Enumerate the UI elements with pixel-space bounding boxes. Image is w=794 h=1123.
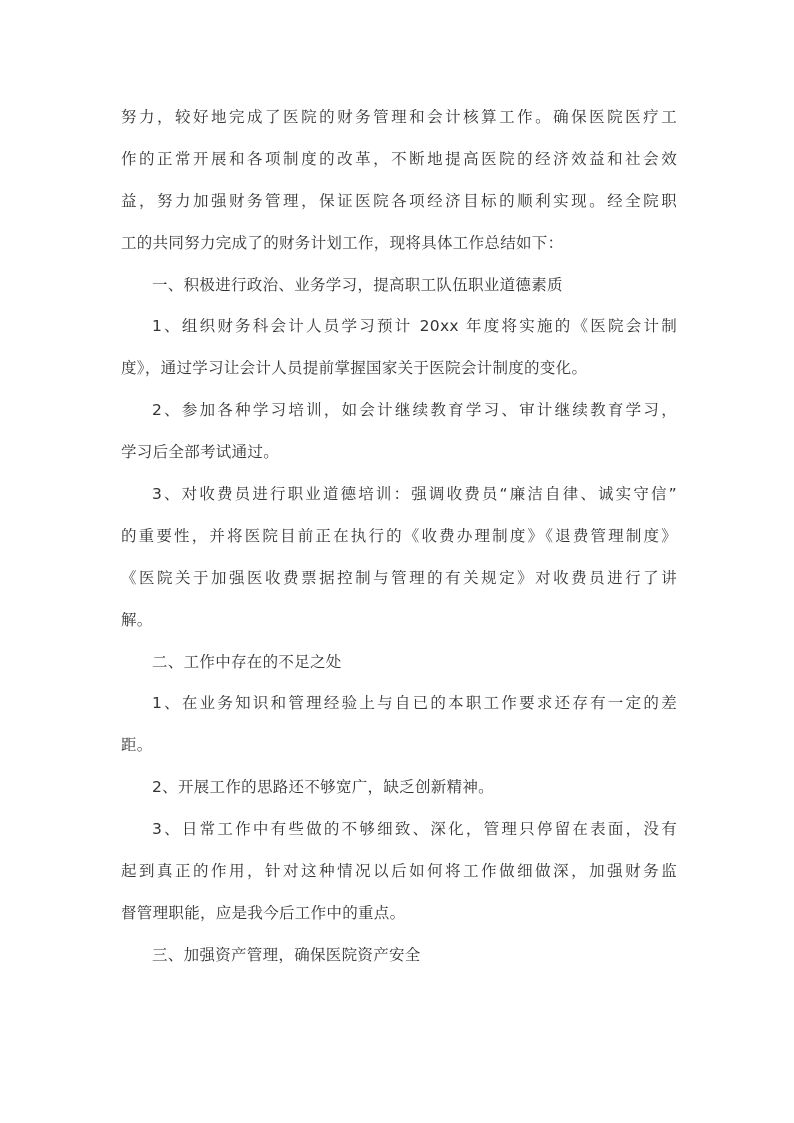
paragraph-line: 督管理职能，应是我今后工作中的重点。 bbox=[121, 903, 406, 922]
paragraph-line: 解。 bbox=[121, 610, 153, 629]
paragraph-line: 度》，通过学习让会计人员提前掌握国家关于医院会计制度的变化。 bbox=[121, 359, 588, 378]
paragraph-line: 的重要性，并将医院目前正在执行的《收费办理制度》《退费管理制度》 bbox=[121, 526, 677, 545]
paragraph-line: 2、开展工作的思路还不够宽广，缺乏创新精神。 bbox=[152, 778, 494, 797]
paragraph-line: 1、在业务知识和管理经验上与自已的本职工作要求还存有一定的差 bbox=[152, 694, 677, 713]
paragraph-line: 《医院关于加强医收费票据控制与管理的有关规定》对收费员进行了讲 bbox=[121, 568, 677, 587]
section-heading: 一、积极进行政治、业务学习，提高职工队伍职业道德素质 bbox=[152, 275, 563, 294]
paragraph-line: 益，努力加强财务管理，保证医院各项经济目标的顺利实现。经全院职 bbox=[121, 191, 677, 210]
section-heading: 三、加强资产管理，确保医院资产安全 bbox=[152, 945, 421, 964]
paragraph-line: 作的正常开展和各项制度的改革，不断地提高医院的经济效益和社会效 bbox=[121, 149, 677, 168]
document-body bbox=[121, 101, 677, 981]
section-heading: 二、工作中存在的不足之处 bbox=[152, 652, 342, 671]
paragraph-line: 学习后全部考试通过。 bbox=[121, 443, 280, 462]
paragraph-line: 起到真正的作用，针对这种情况以后如何将工作做细做深，加强财务监 bbox=[121, 862, 677, 881]
paragraph-line: 努力，较好地完成了医院的财务管理和会计核算工作。确保医院医疗工 bbox=[121, 108, 677, 126]
paragraph-line: 3、对收费员进行职业道德培训：强调收费员“廉洁自律、诚实守信” bbox=[152, 485, 677, 504]
paragraph-line: 1、组织财务科会计人员学习预计 20xx 年度将实施的《医院会计制 bbox=[152, 317, 677, 336]
paragraph-line: 距。 bbox=[121, 736, 153, 755]
paragraph-line: 2、参加各种学习培训，如会计继续教育学习、审计继续教育学习， bbox=[152, 401, 677, 420]
paragraph-line: 3、日常工作中有些做的不够细致、深化，管理只停留在表面，没有 bbox=[152, 820, 677, 839]
paragraph-line: 工的共同努力完成了的财务计划工作，现将具体工作总结如下： bbox=[121, 233, 564, 252]
